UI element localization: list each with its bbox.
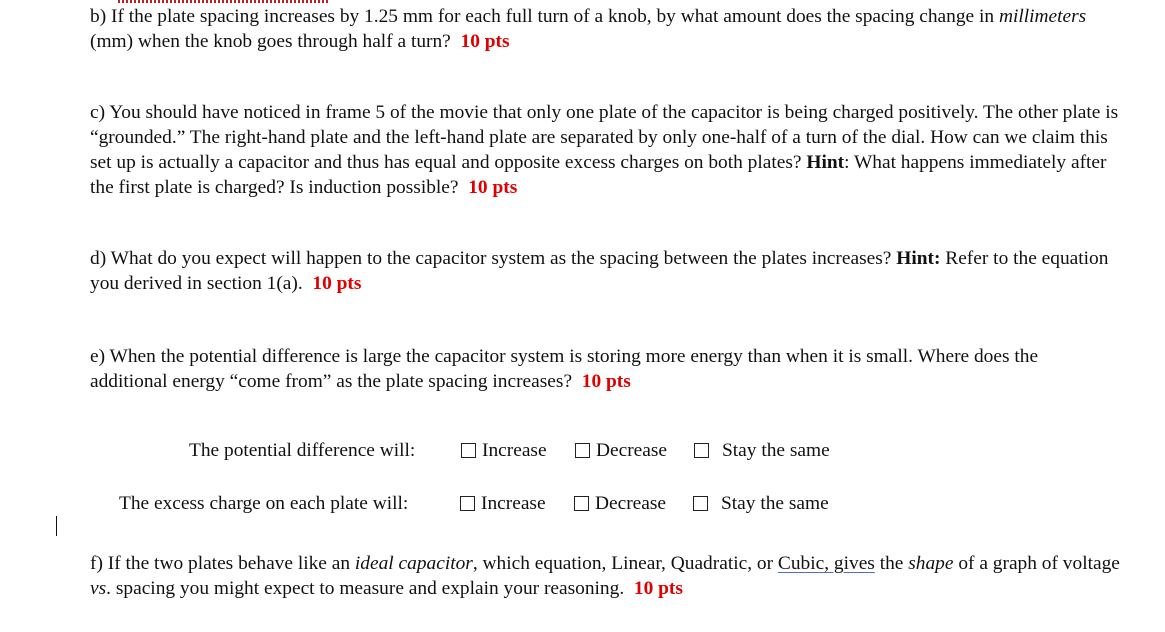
question-d-hint: Hint: <box>896 248 941 269</box>
question-b <box>90 4 1120 54</box>
option-label: Decrease <box>595 492 667 514</box>
question-f-text-3: the <box>874 553 909 574</box>
question-d-text-2: Refer to the equation you derived in section 1(a). <box>90 248 1109 294</box>
option-potential-decrease[interactable] <box>575 437 667 463</box>
question-f-text: f) If the two plates behave like an <box>90 553 355 574</box>
option-label: Decrease <box>596 439 668 461</box>
question-f-cubic: Cubic, <box>777 553 830 574</box>
question-f-ideal: ideal capacitor <box>354 553 473 574</box>
question-e-text: e) When the potential difference is large the capacitor system is storing more energy than when it is small. Where does the additional energy “come from” as the plate spacing increases? <box>90 346 1039 392</box>
option-label: Stay the same <box>721 492 829 514</box>
choice-row-charge-label: The excess charge on each plate will: <box>119 492 409 514</box>
question-c-points: 10 pts <box>468 177 518 198</box>
option-label: Stay the same <box>722 439 830 461</box>
checkbox-icon[interactable] <box>694 443 709 458</box>
question-d <box>90 246 1120 296</box>
question-b-text: b) If the plate spacing increases by 1.25 mm for each full turn of a knob, by what amount does the spacing change in <box>90 6 995 27</box>
question-e <box>90 344 1120 394</box>
question-f-shape: shape <box>908 553 954 574</box>
question-b-points: 10 pts <box>460 31 510 52</box>
spellcheck-underline <box>118 0 330 3</box>
option-charge-same[interactable] <box>693 490 829 516</box>
choice-row-potential-label: The potential difference will: <box>189 439 416 461</box>
option-label: Increase <box>481 492 546 514</box>
option-charge-decrease[interactable] <box>574 490 666 516</box>
option-charge-increase[interactable] <box>460 490 546 516</box>
question-f-text-2: , which equation, Linear, Quadratic, or <box>472 553 778 574</box>
option-label: Increase <box>482 439 547 461</box>
checkbox-icon[interactable] <box>460 496 475 511</box>
question-f-points: 10 pts <box>633 578 683 599</box>
question-e-points: 10 pts <box>581 371 631 392</box>
question-b-text-2: (mm) when the knob goes through half a turn? <box>90 31 451 52</box>
question-c <box>90 100 1120 200</box>
question-f-vs: vs <box>90 578 107 599</box>
question-f-text-4: of a graph of voltage <box>953 553 1120 574</box>
choice-row-charge <box>119 490 408 516</box>
question-c-hint: Hint <box>806 152 845 173</box>
question-d-text: d) What do you expect will happen to the capacitor system as the spacing between the plates increases? <box>90 248 892 269</box>
question-b-italic: millimeters <box>998 6 1087 27</box>
question-f <box>90 551 1120 601</box>
question-d-points: 10 pts <box>312 273 362 294</box>
checkbox-icon[interactable] <box>693 496 708 511</box>
question-f-gives: gives <box>829 553 875 574</box>
checkbox-icon[interactable] <box>575 443 590 458</box>
option-potential-increase[interactable] <box>461 437 547 463</box>
question-f-text-5: . spacing you might expect to measure and explain your reasoning. <box>106 578 625 599</box>
question-c-text-2: : What happens immediately after the first plate is charged? Is induction possible? <box>90 152 1107 198</box>
checkbox-icon[interactable] <box>574 496 589 511</box>
text-cursor <box>56 516 57 536</box>
choice-row-potential <box>189 437 415 463</box>
option-potential-same[interactable] <box>694 437 830 463</box>
checkbox-icon[interactable] <box>461 443 476 458</box>
question-c-text: c) You should have noticed in frame 5 of the movie that only one plate of the capacitor is being charged positively. The other plate is “grounded.” The right-hand plate and the left-hand plate are separated by only one-half of a turn of the dial. How can we claim this set up is actually a capacitor and thus has equal and opposite excess charges on both plates? <box>90 102 1119 173</box>
